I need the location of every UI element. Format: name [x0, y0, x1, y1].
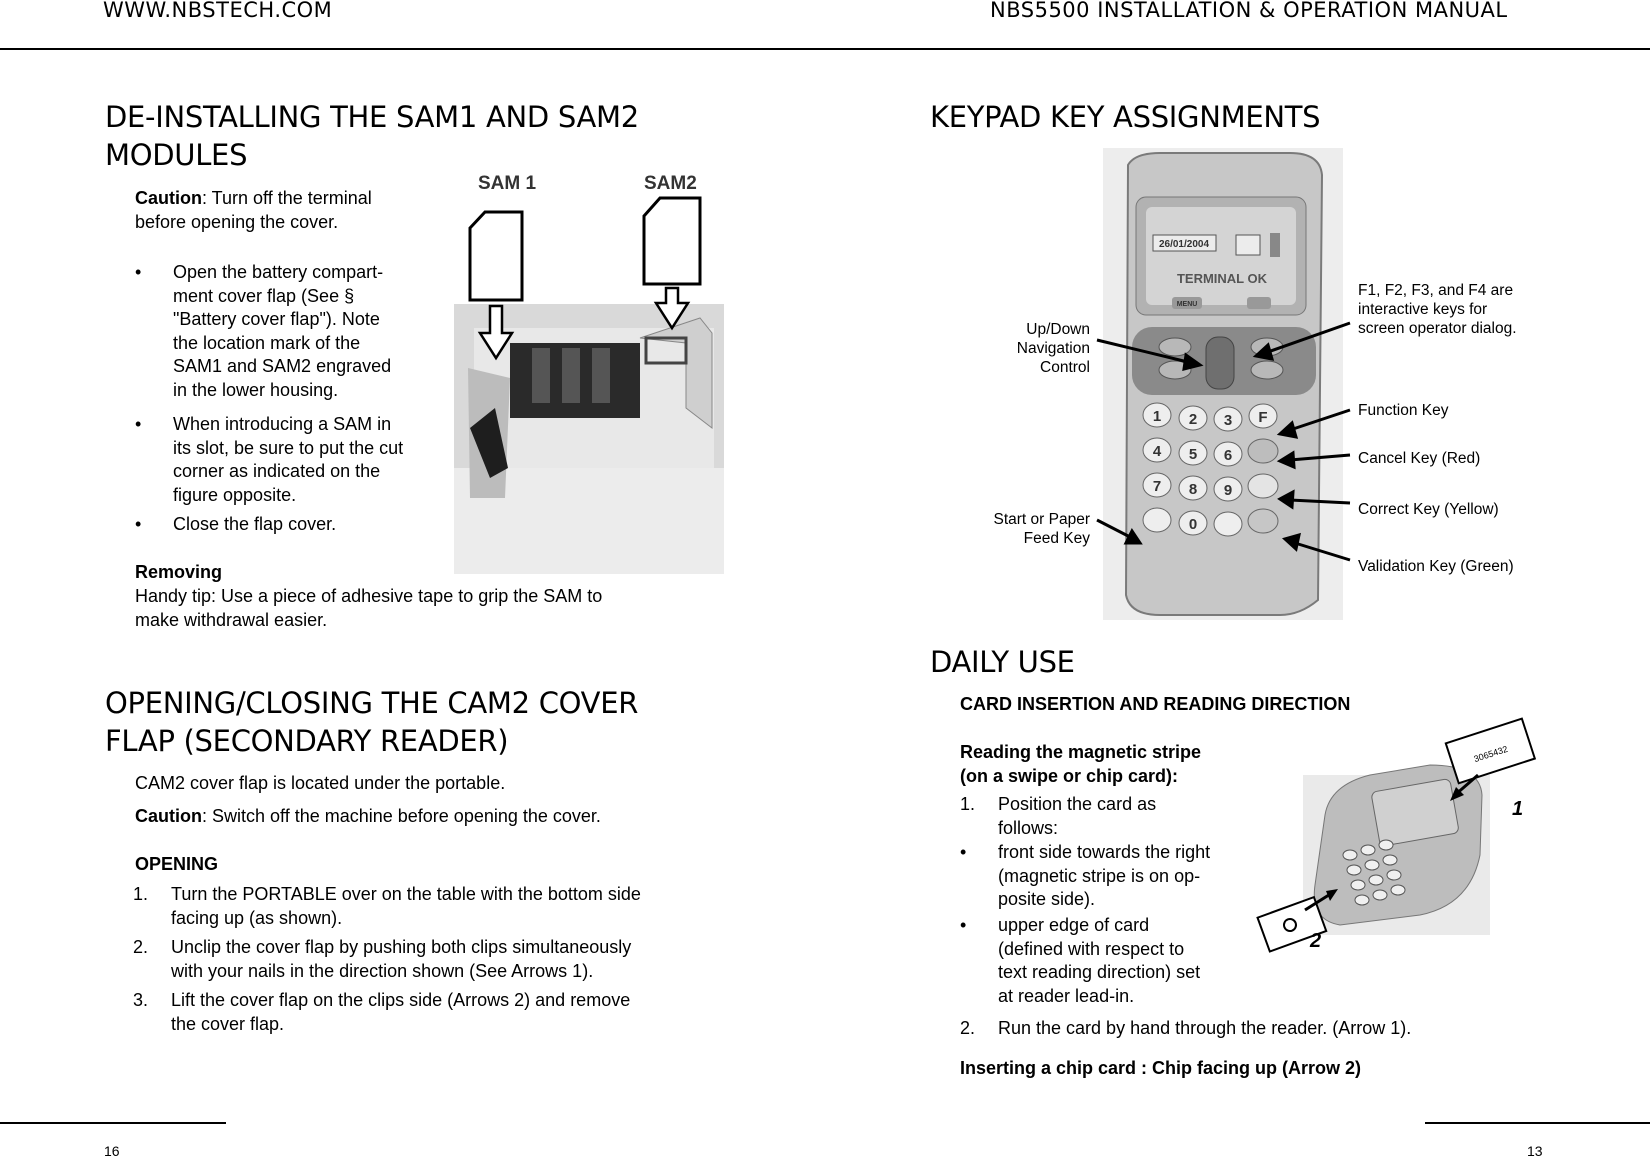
key-0: 0 [1188, 516, 1198, 533]
screen-status: TERMINAL OK [1176, 271, 1268, 286]
arrow-2-label: 2 [1310, 930, 1322, 952]
step-number: 2. [133, 937, 149, 957]
removing-text: Handy tip: Use a piece of adhesive tape to grip the SAM to make withdrawal easier. [135, 586, 603, 630]
daily-use-title: DAILY USE [930, 645, 1075, 679]
footer-rule-right [1425, 1122, 1650, 1124]
callout-updown: Up/Down Navigation Control [1016, 321, 1090, 376]
bullet-icon: • [960, 842, 967, 862]
arrow-1-label: 1 [1512, 798, 1524, 820]
reading-title: Reading the magnetic stripe (on a swipe or chip card): [960, 742, 1202, 786]
key-5: 5 [1188, 446, 1198, 463]
sam-slot-figure [450, 168, 726, 578]
bullet-icon: • [135, 514, 142, 534]
caution-text-2: before opening the cover. [135, 211, 339, 232]
step-2: Unclip the cover flap by pushing both clips simultaneously with your nails in the direction shown (See Arrows 1). [171, 937, 632, 981]
key-9: 9 [1223, 482, 1233, 499]
bullet-upper-edge: upper edge of card (defined with respect to text reading direction) set at reader lead-in. [998, 915, 1201, 1006]
chip-card-instruction: Inserting a chip card : Chip facing up (Arrow 2) [960, 1058, 1362, 1078]
step-number: 1. [133, 884, 149, 904]
callout-function-key: Function Key [1358, 402, 1449, 419]
page-number-right: 13 [1527, 1143, 1543, 1159]
keypad-title: KEYPAD KEY ASSIGNMENTS [930, 100, 1321, 134]
correct-key-yellow [1248, 474, 1278, 498]
step-number: 3. [133, 990, 149, 1010]
deinstall-title-line2: MODULES [105, 138, 248, 172]
bullet-front-side: front side towards the right (magnetic stripe is on op- posite side). [998, 842, 1211, 909]
bullet-open-cover: Open the battery compart- ment cover flap (See § "Battery cover flap"). Note the location mark of the SAM1 and SAM2 engraved in the lower housing. [173, 262, 392, 400]
key-6: 6 [1223, 447, 1233, 464]
key-4: 4 [1152, 443, 1162, 460]
callout-validation-key: Validation Key (Green) [1358, 558, 1514, 575]
daily-step-1: Position the card as follows: [998, 794, 1157, 838]
step-3: Lift the cover flap on the clips side (Arrows 2) and remove the cover flap. [171, 990, 631, 1034]
start-key [1143, 508, 1171, 532]
callout-fkeys: F1, F2, F3, and F4 are interactive keys for screen operator dialog. [1358, 282, 1517, 337]
opening-label: OPENING [135, 854, 219, 874]
cancel-key-red [1248, 439, 1278, 463]
header-website: WWW.NBSTECH.COM [103, 0, 333, 22]
caution-paragraph [135, 187, 372, 234]
callout-correct-key: Correct Key (Yellow) [1358, 501, 1499, 518]
bullet-close-flap: Close the flap cover. [173, 514, 337, 534]
screen-date: 26/01/2004 [1158, 239, 1210, 250]
key-3: 3 [1223, 412, 1233, 429]
key-2: 2 [1188, 411, 1198, 428]
sam1-label: SAM 1 [478, 173, 537, 194]
cam2-title-line2: FLAP (SECONDARY READER) [105, 724, 509, 758]
key-f: F [1258, 409, 1268, 426]
daily-step-2: Run the card by hand through the reader. (Arrow 1). [998, 1018, 1412, 1038]
step-number: 2. [960, 1018, 976, 1038]
key-8: 8 [1188, 481, 1198, 498]
screen-menu: MENU [1176, 301, 1198, 308]
bullet-introduce-sam: When introducing a SAM in its slot, be sure to put the cut corner as indicated on the figure opposite. [173, 414, 404, 505]
callout-start-key: Start or Paper Feed Key [993, 511, 1090, 547]
page-number-left: 16 [104, 1143, 120, 1159]
caution-label: Caution [135, 188, 202, 208]
removing-label: Removing [135, 562, 223, 582]
cam2-caution: Caution: Switch off the machine before opening the cover. [135, 806, 601, 826]
header-rule [0, 48, 1650, 50]
card-number: 3065432 [1472, 743, 1509, 765]
card-insertion-subtitle: CARD INSERTION AND READING DIRECTION [960, 694, 1351, 714]
card-reader-figure [1250, 715, 1550, 975]
bullet-icon: • [135, 414, 142, 434]
cam2-intro: CAM2 cover flap is located under the portable. [135, 773, 506, 793]
bullet-icon: • [960, 915, 967, 935]
caution-text: : Turn off the terminal [202, 188, 372, 208]
step-1: Turn the PORTABLE over on the table with the bottom side facing up (as shown). [171, 884, 641, 928]
cam2-title-line1: OPENING/CLOSING THE CAM2 COVER [105, 686, 639, 720]
key-7: 7 [1152, 478, 1162, 495]
deinstall-title-line1: DE-INSTALLING THE SAM1 AND SAM2 [105, 100, 639, 134]
key-1: 1 [1152, 408, 1162, 425]
validation-key-green [1248, 509, 1278, 533]
footer-rule-left [0, 1122, 226, 1124]
sam2-label: SAM2 [644, 173, 697, 194]
keypad-figure [960, 145, 1540, 625]
step-number: 1. [960, 794, 976, 814]
callout-cancel-key: Cancel Key (Red) [1358, 450, 1481, 467]
header-manual-title: NBS5500 INSTALLATION & OPERATION MANUAL [990, 0, 1508, 22]
bullet-icon: • [135, 262, 142, 282]
